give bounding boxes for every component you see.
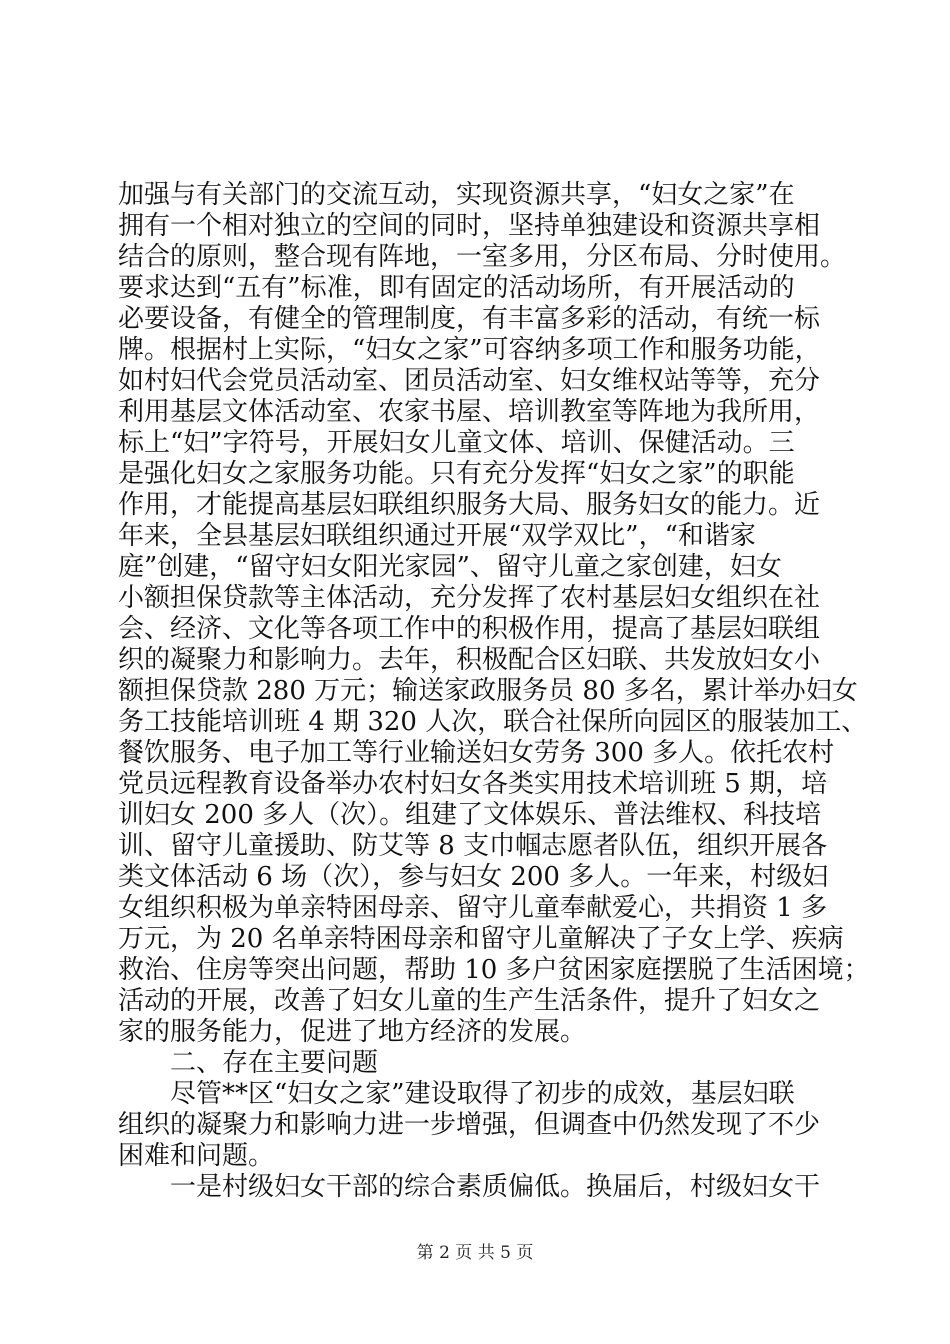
text-line: 加强与有关部门的交流互动，实现资源共享，“妇女之家”在 (118, 180, 795, 210)
text-line: 尽管**区“妇女之家”建设取得了初步的成效，基层妇联 (170, 1079, 795, 1109)
text-line: 牌。根据村上实际，“妇女之家”可容纳多项工作和服务功能， (118, 335, 821, 365)
text-line: 活动的开展，改善了妇女儿童的生产生活条件，提升了妇女之 (118, 986, 821, 1016)
text-line: 党员远程教育设备举办农村妇女各类实用技术培训班 5 期，培 (118, 769, 828, 799)
text-line: 餐饮服务、电子加工等行业输送妇女劳务 300 多人。依托农村 (118, 738, 835, 768)
text-line: 小额担保贷款等主体活动，充分发挥了农村基层妇女组织在社 (118, 583, 821, 613)
text-line: 额担保贷款 280 万元；输送家政服务员 80 多名，累计举办妇女 (118, 676, 858, 706)
text-line: 要求达到“五有”标准，即有固定的活动场所，有开展活动的 (118, 273, 795, 303)
text-line: 困难和问题。 (118, 1141, 275, 1171)
text-line: 组织的凝聚力和影响力进一步增强，但调查中仍然发现了不少 (118, 1110, 821, 1140)
text-line: 家的服务能力，促进了地方经济的发展。 (118, 1017, 587, 1047)
text-line: 结合的原则，整合现有阵地，一室多用，分区布局、分时使用。 (118, 242, 847, 272)
text-line: 类文体活动 6 场（次），参与妇女 200 多人。一年来，村级妇 (118, 862, 829, 892)
text-line: 一是村级妇女干部的综合素质偏低。换届后，村级妇女干 (170, 1172, 821, 1202)
page-footer: 第 2 页 共 5 页 (416, 1243, 534, 1263)
text-line: 织的凝聚力和影响力。去年，积极配合区妇联、共发放妇女小 (118, 645, 821, 675)
text-line: 训妇女 200 多人（次）。组建了文体娱乐、普法维权、科技培 (118, 800, 822, 830)
text-line: 会、经济、文化等各项工作中的积极作用，提高了基层妇联组 (118, 614, 821, 644)
text-line: 如村妇代会党员活动室、团员活动室、妇女维权站等等，充分 (118, 366, 821, 396)
text-line: 拥有一个相对独立的空间的同时，坚持单独建设和资源共享相 (118, 211, 821, 241)
text-line: 万元，为 20 名单亲特困母亲和留守儿童解决了子女上学、疾病 (118, 924, 844, 954)
text-line: 利用基层文体活动室、农家书屋、培训教室等阵地为我所用， (118, 397, 821, 427)
text-line: 作用，才能提高基层妇联组织服务大局、服务妇女的能力。近 (118, 490, 821, 520)
section-heading: 二、存在主要问题 (170, 1048, 379, 1078)
text-line: 年来，全县基层妇联组织通过开展“双学双比”，“和谐家 (118, 521, 756, 551)
body-text (118, 180, 870, 1203)
text-line: 必要设备，有健全的管理制度，有丰富多彩的活动，有统一标 (118, 304, 821, 334)
text-line: 女组织积极为单亲特困母亲、留守儿童奉献爱心，共捐资 1 多 (118, 893, 828, 923)
text-line: 标上“妇”字符号，开展妇女儿童文体、培训、保健活动。三 (118, 428, 795, 458)
text-line: 务工技能培训班 4 期 320 人次，联合社保所向园区的服装加工、 (118, 707, 868, 737)
text-line: 训、留守儿童援助、防艾等 8 支巾帼志愿者队伍，组织开展各 (118, 831, 828, 861)
text-line: 救治、住房等突出问题，帮助 10 多户贫困家庭摆脱了生活困境； (118, 955, 870, 985)
text-line: 是强化妇女之家服务功能。只有充分发挥“妇女之家”的职能 (118, 459, 795, 489)
text-line: 庭”创建，“留守妇女阳光家园”、留守儿童之家创建，妇女 (118, 552, 782, 582)
